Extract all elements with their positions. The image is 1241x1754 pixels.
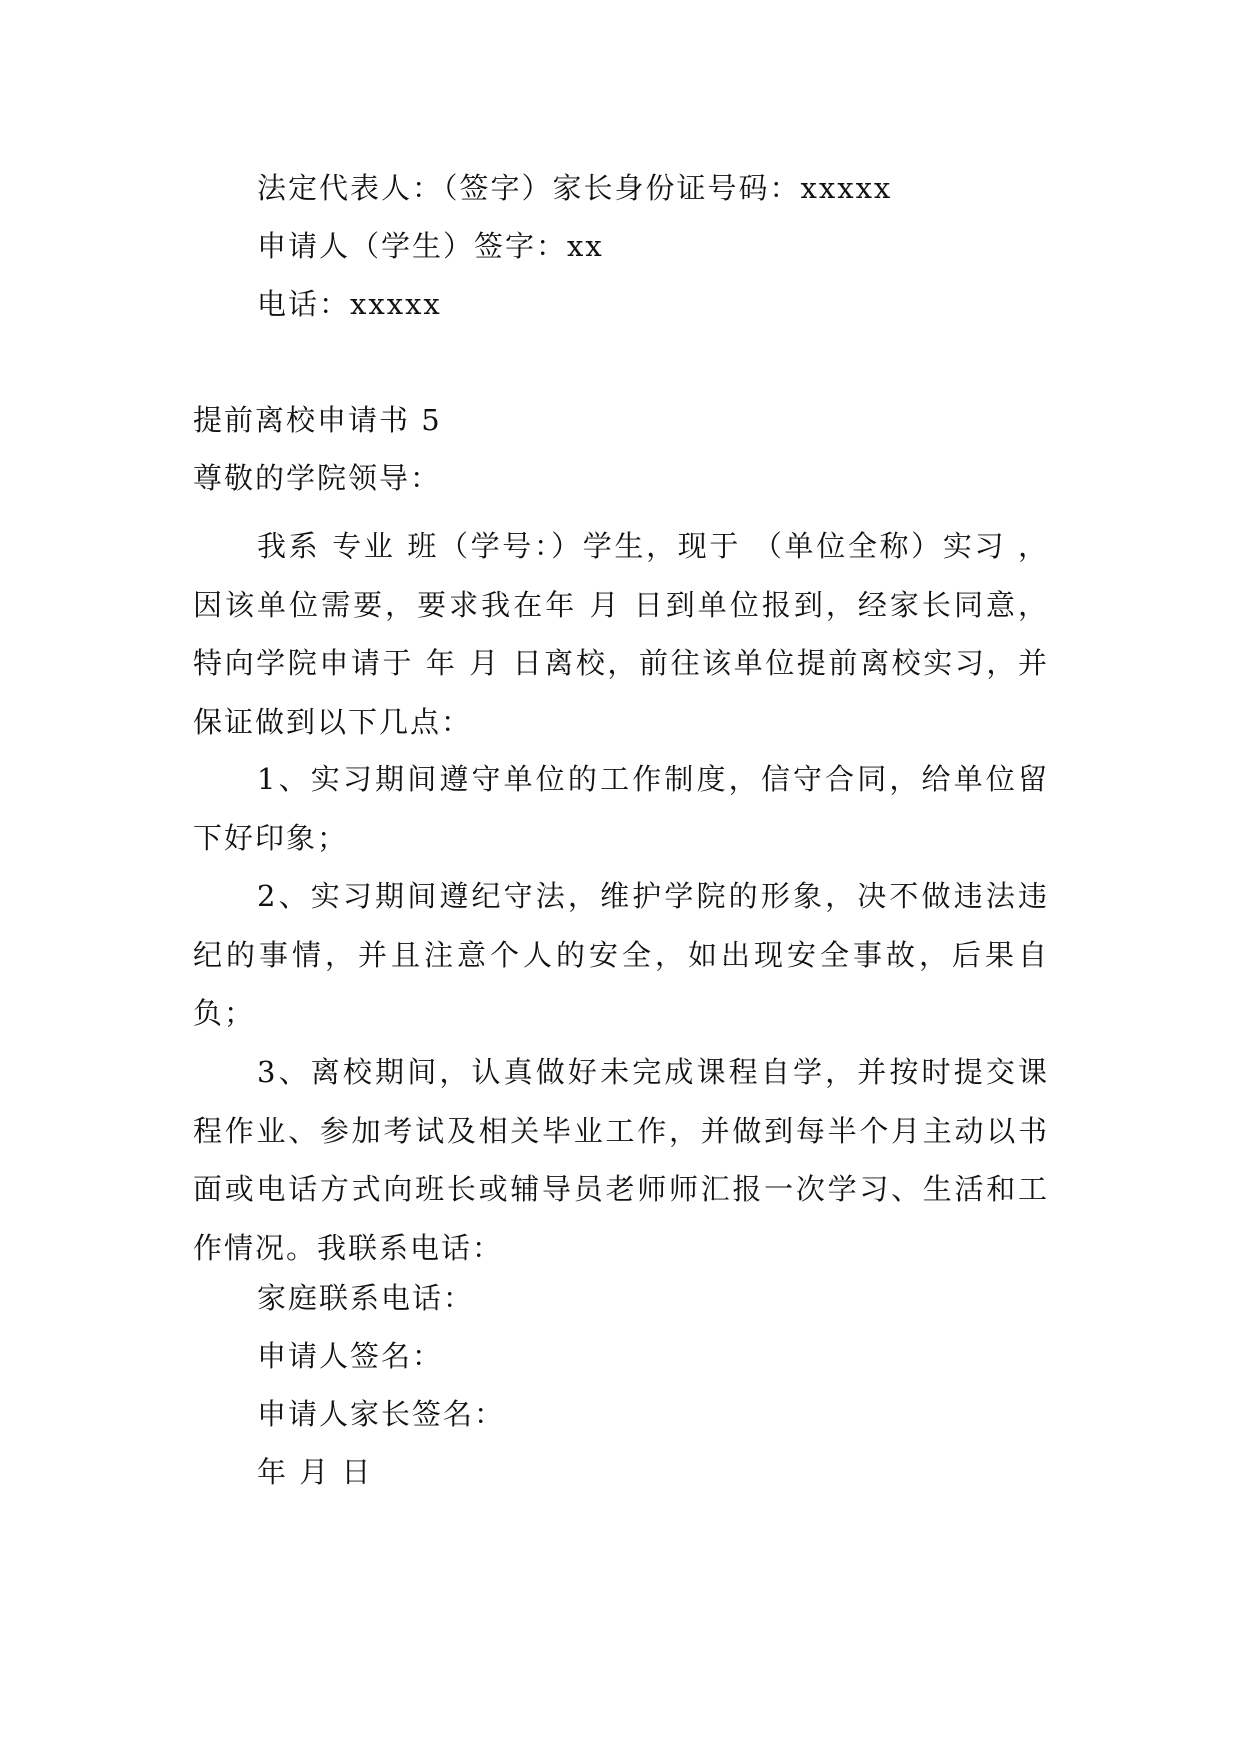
point-1: 1、实习期间遵守单位的工作制度，信守合同，给单位留下好印象； xyxy=(193,762,1049,855)
applicant-signature-label: 申请人签名： xyxy=(257,1339,444,1373)
phone-line: 电话：xxxxx xyxy=(257,287,442,321)
point-2: 2、实习期间遵纪守法，维护学院的形象，决不做违法违纪的事情，并且注意个人的安全，如出现安全事故，后果自负； xyxy=(193,879,1049,1030)
point-3: 3、离校期间，认真做好未完成课程自学，并按时提交课程作业、参加考试及相关毕业工作，并做到每半个月主动以书面或电话方式向班长或辅导员老师师汇报一次学习、生活和工作情况。我联系电话： xyxy=(193,1055,1049,1265)
date-line: 年 月 日 xyxy=(257,1455,373,1489)
letter-title: 提前离校申请书 5 xyxy=(193,403,442,437)
intro-paragraph: 我系 专业 班（学号：）学生，现于 （单位全称）实习 ，因该单位需要，要求我在年 月 日到单位报到，经家长同意，特向学院申请于 年 月 日离校，前往该单位提前离校实习，并保证做到以下几点： xyxy=(193,529,1049,739)
salutation: 尊敬的学院领导： xyxy=(193,461,442,495)
applicant-signature-line: 申请人（学生）签字：xx xyxy=(257,229,604,263)
parent-signature-label: 申请人家长签名： xyxy=(257,1397,506,1431)
family-phone-label: 家庭联系电话： xyxy=(257,1281,475,1315)
guardian-signature-line: 法定代表人：（签字）家长身份证号码：xxxxx xyxy=(257,171,893,205)
